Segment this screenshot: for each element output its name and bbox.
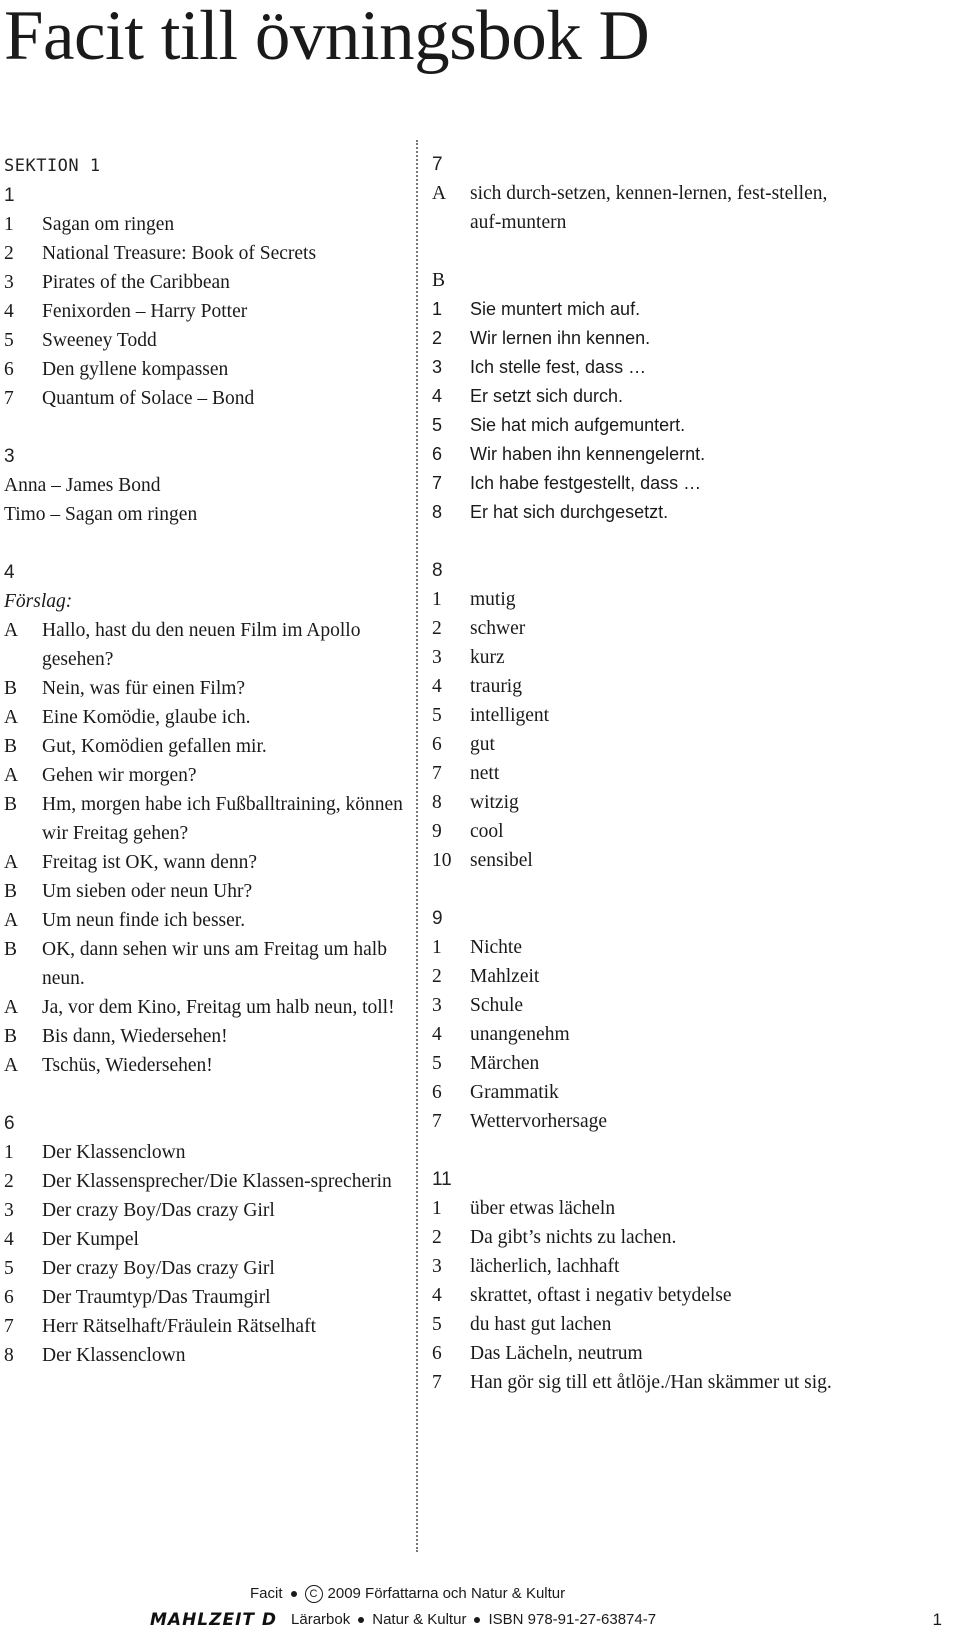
item-key: 6 [432,1343,442,1364]
list-item [4,935,404,993]
right-column [432,150,832,1426]
list-item [432,382,832,411]
item-key: A [4,1055,19,1076]
item-text: über etwas lächeln [470,1198,616,1219]
item-key: 2 [432,966,442,987]
item-text: OK, dann sehen wir uns am Freitag um halb neun. [42,939,387,989]
exercise-4-items [4,616,404,1080]
item-key: 7 [432,1372,442,1393]
item-key: 4 [4,1229,14,1250]
exercise-number: 8 [432,560,443,581]
part-label: B [432,270,446,291]
item-key: 5 [4,1258,14,1279]
item-key: 1 [432,1198,442,1219]
list-item [432,498,832,527]
item-text: Das Lächeln, neutrum [470,1343,643,1364]
left-column [4,150,404,1399]
item-key: 3 [4,272,14,293]
item-text: Gehen wir morgen? [42,765,197,786]
item-text: gut [470,734,495,755]
item-text: traurig [470,676,522,697]
item-text: Der crazy Boy/Das crazy Girl [42,1258,275,1279]
item-key: 2 [4,243,14,264]
item-key: 2 [432,618,442,639]
item-key: A [4,707,19,728]
exercise-3 [4,442,404,529]
list-item [432,1194,832,1223]
item-key: 1 [432,299,443,319]
item-key: 8 [4,1345,14,1366]
list-item [4,355,404,384]
item-key: B [4,678,18,699]
list-item [432,469,832,498]
mahlzeit-logo: MAHLZEIT D [150,1610,278,1630]
item-key: A [4,765,19,786]
item-text: Quantum of Solace – Bond [42,388,255,409]
exercise-number: 9 [432,908,443,929]
item-text: Er setzt sich durch. [470,386,624,406]
list-item [4,790,404,848]
item-key: A [4,852,19,873]
list-item [4,1051,404,1080]
item-key: B [4,881,18,902]
exercise-7-items [432,295,832,527]
item-key: 5 [432,1053,442,1074]
item-text: Nichte [470,937,522,958]
list-item [432,817,832,846]
item-key: 4 [4,301,14,322]
list-item [432,1252,832,1281]
item-text: Den gyllene kompassen [42,359,229,380]
item-text: kurz [470,647,505,668]
exercise-number: 3 [4,446,15,467]
column-divider [416,140,418,1552]
item-text: Sagan om ringen [42,214,175,235]
answer-line: Timo – Sagan om ringen [4,504,198,525]
copyright-icon: C [305,1585,323,1603]
item-text: Märchen [470,1053,540,1074]
exercise-8 [432,556,832,875]
list-item [4,210,404,239]
list-item [4,239,404,268]
item-text: cool [470,821,504,842]
item-text: Wir haben ihn kennengelernt. [470,444,706,464]
item-text: Ich stelle fest, dass … [470,357,647,377]
exercise-number: 7 [432,154,443,175]
footer-book-type: Lärarbok [291,1611,351,1628]
item-key: 1 [4,214,14,235]
list-item [432,1049,832,1078]
exercise-9-items [432,933,832,1136]
item-key: 7 [432,473,443,493]
list-item [432,788,832,817]
item-text: sich durch-setzen, kennen-lernen, fest-stellen, auf-muntern [470,183,828,233]
item-text: Tschüs, Wiedersehen! [42,1055,213,1076]
item-key: 10 [432,850,452,871]
item-text: schwer [470,618,526,639]
item-text: Freitag ist OK, wann denn? [42,852,257,873]
item-key: 8 [432,502,443,522]
list-item [432,701,832,730]
list-item [4,616,404,674]
item-key: A [4,620,19,641]
item-text: Pirates of the Caribbean [42,272,230,293]
item-key: 5 [432,705,442,726]
item-key: 3 [432,357,443,377]
item-text: National Treasure: Book of Secrets [42,243,317,264]
item-text: Der crazy Boy/Das crazy Girl [42,1200,275,1221]
footer-copyright-line [250,1584,565,1604]
item-text: Wettervorhersage [470,1111,608,1132]
item-text: nett [470,763,500,784]
item-key: A [432,183,447,204]
list-item [4,326,404,355]
list-item [432,1020,832,1049]
item-text: witzig [470,792,519,813]
list-item [432,1368,832,1397]
list-item [432,440,832,469]
list-item [4,1138,404,1167]
item-text: Um sieben oder neun Uhr? [42,881,253,902]
list-item [4,1341,404,1370]
item-key: 3 [432,1256,442,1277]
exercise-4 [4,558,404,1080]
item-key: 1 [4,1142,14,1163]
list-item [432,759,832,788]
item-text: intelligent [470,705,550,726]
item-key: 4 [432,1024,442,1045]
list-item [4,906,404,935]
footer-publisher: Natur & Kultur [372,1611,467,1628]
list-item [432,179,832,237]
item-text: Der Kumpel [42,1229,139,1250]
list-item [432,1223,832,1252]
exercise-1-items [4,210,404,413]
list-item [4,1312,404,1341]
item-key: 7 [432,763,442,784]
item-key: 5 [4,330,14,351]
exercise-9 [432,904,832,1136]
item-text: Wir lernen ihn kennen. [470,328,651,348]
item-key: B [4,939,18,960]
exercise-number: 6 [4,1113,15,1134]
list-item [432,672,832,701]
item-text: Um neun finde ich besser. [42,910,246,931]
list-item [4,848,404,877]
list-item [4,384,404,413]
item-text: Ja, vor dem Kino, Freitag um halb neun, toll! [42,997,395,1018]
list-item [4,993,404,1022]
item-text: unangenehm [470,1024,570,1045]
list-item [432,324,832,353]
item-key: A [4,997,19,1018]
list-item [4,1167,404,1196]
list-item [4,674,404,703]
list-item [4,1196,404,1225]
item-text: Der Traumtyp/Das Traumgirl [42,1287,271,1308]
item-key: 9 [432,821,442,842]
list-item [432,614,832,643]
list-item [432,1281,832,1310]
item-key: 3 [432,995,442,1016]
list-item [432,411,832,440]
item-text: Hallo, hast du den neuen Film im Apollo gesehen? [42,620,361,670]
list-item [432,962,832,991]
item-text: sensibel [470,850,533,871]
item-text: Fenixorden – Harry Potter [42,301,248,322]
exercise-8-items [432,585,832,875]
item-text: Nein, was für einen Film? [42,678,246,699]
section-label: SEKTION 1 [4,156,101,176]
item-text: Sie muntert mich auf. [470,299,641,319]
suggestion-note: Förslag: [4,591,73,612]
item-key: 2 [432,328,443,348]
exercise-number: 4 [4,562,15,583]
item-text: Er hat sich durchgesetzt. [470,502,669,522]
exercise-11-items [432,1194,832,1397]
item-text: Ich habe festgestellt, dass … [470,473,702,493]
list-item [4,703,404,732]
item-key: 6 [4,1287,14,1308]
footer-copyright: 2009 Författarna och Natur & Kultur [327,1585,566,1602]
list-item [432,585,832,614]
item-key: 3 [4,1200,14,1221]
list-item [432,1078,832,1107]
item-key: 4 [432,676,442,697]
list-item [432,353,832,382]
list-item [4,297,404,326]
item-text: Gut, Komödien gefallen mir. [42,736,267,757]
item-key: 8 [432,792,442,813]
item-text: Sweeney Todd [42,330,157,351]
exercise-1 [4,181,404,413]
bullet-icon [358,1617,364,1623]
list-item [432,1310,832,1339]
item-text: Der Klassenclown [42,1345,186,1366]
item-key: 1 [432,937,442,958]
bullet-icon [474,1617,480,1623]
list-item [432,991,832,1020]
item-text: Eine Komödie, glaube ich. [42,707,251,728]
item-text: lächerlich, lachhaft [470,1256,620,1277]
list-item [432,846,832,875]
item-key: B [4,736,18,757]
item-text: skrattet, oftast i negativ betydelse [470,1285,732,1306]
item-text: Schule [470,995,524,1016]
page-number: 1 [932,1610,942,1629]
list-item [4,732,404,761]
exercise-11 [432,1165,832,1397]
item-key: 6 [432,734,442,755]
item-key: 1 [432,589,442,610]
item-key: 7 [432,1111,442,1132]
list-item [4,1283,404,1312]
item-key: 6 [432,1082,442,1103]
list-item [432,1339,832,1368]
item-key: 5 [432,415,443,435]
item-text: Der Klassenclown [42,1142,186,1163]
item-text: Bis dann, Wiedersehen! [42,1026,228,1047]
item-key: B [4,794,18,815]
item-key: 2 [432,1227,442,1248]
bullet-icon [291,1591,297,1597]
answer-line: Anna – James Bond [4,475,161,496]
item-key: 2 [4,1171,14,1192]
list-item [4,1254,404,1283]
item-text: Mahlzeit [470,966,540,987]
list-item [432,730,832,759]
exercise-6-items [4,1138,404,1370]
item-key: B [4,1026,18,1047]
item-key: 6 [4,359,14,380]
exercise-7 [432,150,832,527]
list-item [432,643,832,672]
item-key: 4 [432,386,443,406]
item-key: 6 [432,444,443,464]
item-key: 7 [4,1316,14,1337]
page-title: Facit till övningsbok D [4,0,650,75]
item-text: Han gör sig till ett åtlöje./Han skämmer ut sig. [470,1372,832,1393]
item-text: Da gibt’s nichts zu lachen. [470,1227,677,1248]
item-text: Hm, morgen habe ich Fußballtraining, können wir Freitag gehen? [42,794,403,844]
item-key: 4 [432,1285,442,1306]
item-text: Herr Rätselhaft/Fräulein Rätselhaft [42,1316,316,1337]
item-text: mutig [470,589,516,610]
footer-isbn-line [150,1610,656,1630]
list-item [432,295,832,324]
item-key: A [4,910,19,931]
footer-label: Facit [250,1585,283,1602]
list-item [4,1022,404,1051]
list-item [4,877,404,906]
list-item [4,1225,404,1254]
exercise-number: 11 [432,1169,452,1190]
item-key: 5 [432,1314,442,1335]
item-key: 3 [432,647,442,668]
item-text: Sie hat mich aufgemuntert. [470,415,686,435]
list-item [432,1107,832,1136]
item-text: du hast gut lachen [470,1314,612,1335]
footer-isbn: ISBN 978-91-27-63874-7 [488,1611,657,1628]
item-key: 7 [4,388,14,409]
item-text: Der Klassensprecher/Die Klassen-sprecherin [42,1171,392,1192]
list-item [4,268,404,297]
list-item [432,933,832,962]
item-text: Grammatik [470,1082,559,1103]
exercise-number: 1 [4,185,15,206]
exercise-6 [4,1109,404,1370]
list-item [4,761,404,790]
